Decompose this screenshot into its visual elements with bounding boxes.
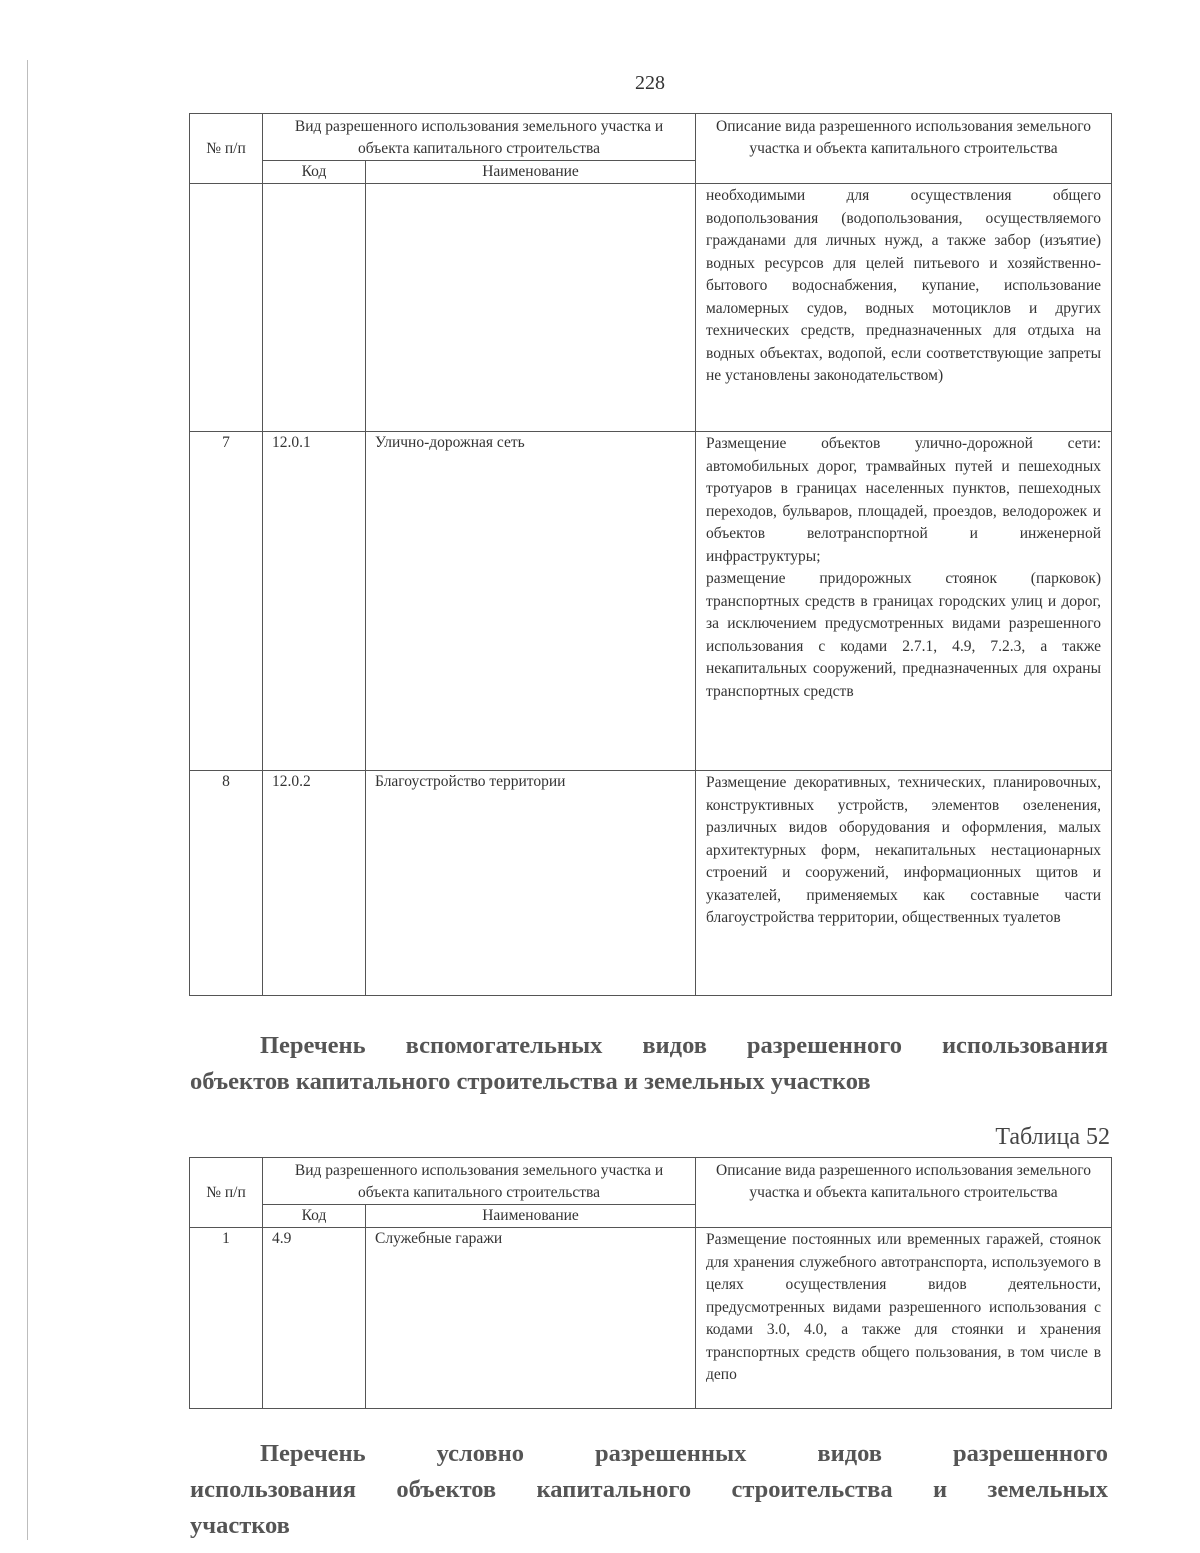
row-num — [190, 184, 263, 432]
heading-line: использования объектов капитального строительства и земельных — [190, 1476, 1108, 1503]
header-description: Описание вида разрешенного использования земельного участка и объекта капитального строительства — [696, 1158, 1112, 1228]
heading-line: объектов капитального строительства и земельных участков — [190, 1068, 871, 1095]
row-description-part2: размещение придорожных стоянок (парковок) транспортных средств в границах городских улиц и дорог, за исключением предусмотренных видами разрешенного использования с кодами 2.7.1, 4.9, 7.2.3, а также некапитальных сооружений, предназначенных для охраны транспортных средств — [706, 570, 1102, 700]
header-name: Наименование — [366, 1205, 696, 1228]
table-row — [190, 1228, 1112, 1409]
row-name — [366, 184, 696, 432]
row-code: 4.9 — [263, 1228, 366, 1409]
row-description: необходимыми для осуществления общего водопользования (водопользования, осуществляемого гражданами для личных нужд, а также забор (изъятие) водных ресурсов для целей питьевого и хозяйственно-бытового водоснабжения, купание, использование маломерных судов, водных мотоциклов и других технических средств, предназначенных для отдыха на водных объектах, водопой, если соответствующие запреты не установлены законодательством) — [696, 184, 1112, 432]
row-description — [696, 432, 1112, 771]
header-code: Код — [263, 161, 366, 184]
row-name: Улично-дорожная сеть — [366, 432, 696, 771]
row-num: 1 — [190, 1228, 263, 1409]
row-code: 12.0.1 — [263, 432, 366, 771]
header-num: № п/п — [190, 114, 263, 184]
header-land-use-type: Вид разрешенного использования земельного участка и объекта капитального строительства — [263, 114, 696, 161]
row-num: 7 — [190, 432, 263, 771]
row-description: Размещение постоянных или временных гаражей, стоянок для хранения служебного автотранспорта, используемого в целях осуществления видов деятельности, предусмотренных видами разрешенного использования с кодами 3.0, 4.0, а также для стоянки и хранения транспортных средств общего пользования, в том числе в депо — [696, 1228, 1112, 1409]
table-caption: Таблица 52 — [995, 1124, 1110, 1150]
binding-margin-line — [27, 60, 28, 1540]
heading-line: Перечень вспомогательных видов разрешенного использования — [260, 1032, 1108, 1059]
row-code: 12.0.2 — [263, 771, 366, 996]
row-description: Размещение декоративных, технических, планировочных, конструктивных устройств, элементов озеленения, различных видов оборудования и оформления, малых архитектурных форм, некапитальных нестационарных строений и сооружений, информационных щитов и указателей, применяемых как составные части благоустройства территории, общественных туалетов — [696, 771, 1112, 996]
row-num: 8 — [190, 771, 263, 996]
heading-line: участков — [190, 1512, 290, 1539]
row-description-part1: Размещение объектов улично-дорожной сети: автомобильных дорог, трамвайных путей и пешеходных тротуаров в границах населенных пунктов, пешеходных переходов, бульваров, площадей, проездов, велодорожек и объектов велотранспортной и инженерной инфраструктуры; — [706, 435, 1102, 565]
table-row — [190, 184, 1112, 432]
table-row — [190, 771, 1112, 996]
header-num: № п/п — [190, 1158, 263, 1228]
header-name: Наименование — [366, 161, 696, 184]
row-name: Благоустройство территории — [366, 771, 696, 996]
section-heading-conditional-uses — [190, 1436, 1108, 1544]
header-description: Описание вида разрешенного использования земельного участка и объекта капитального строительства — [696, 114, 1112, 184]
section-heading-auxiliary-uses — [190, 1028, 1108, 1100]
row-code — [263, 184, 366, 432]
page-number: 228 — [635, 72, 665, 94]
header-code: Код — [263, 1205, 366, 1228]
heading-line: Перечень условно разрешенных видов разрешенного — [260, 1440, 1108, 1467]
table-row — [190, 432, 1112, 771]
row-name: Служебные гаражи — [366, 1228, 696, 1409]
land-use-table-continued — [189, 113, 1112, 996]
header-land-use-type: Вид разрешенного использования земельного участка и объекта капитального строительства — [263, 1158, 696, 1205]
auxiliary-land-use-table — [189, 1157, 1112, 1409]
